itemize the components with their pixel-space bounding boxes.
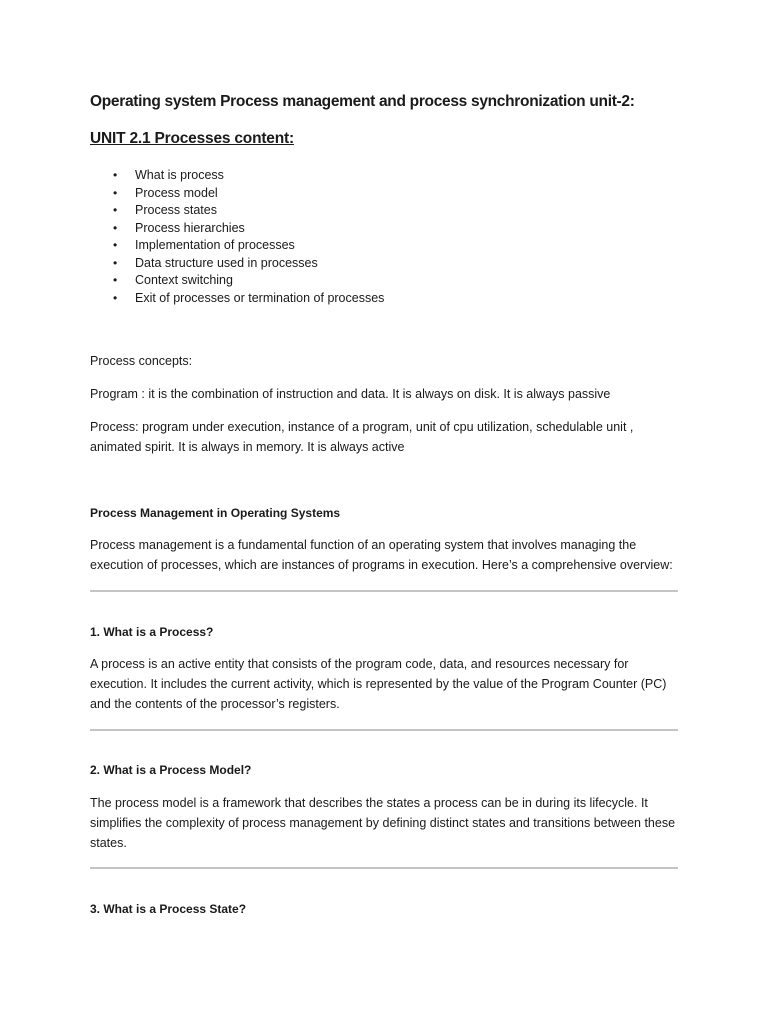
list-item-text: Process hierarchies [135,220,245,235]
process-management-intro: Process management is a fundamental function of an operating system that involves managing the execution of processes, which are instances of programs in execution. Here’s a comprehensive overview: [90,538,673,572]
list-item [90,202,384,220]
section-heading: 3. What is a Process State? [90,902,247,916]
bullet-icon: • [113,238,118,252]
document-title: Operating system Process management and process synchronization unit-2: [90,93,635,110]
bullet-icon: • [113,185,118,200]
section-divider [90,729,678,731]
bullet-icon: • [113,168,118,182]
section-heading: 1. What is a Process? [90,625,214,639]
bullet-icon: • [113,290,118,305]
list-item-text: What is process [135,168,224,182]
section-divider [90,867,678,869]
list-item [90,272,384,290]
process-definition: Process: program under execution, instance of a program, unit of cpu utilization, schedulable unit , animated spirit. It is always in memory. It is always active [90,420,634,454]
list-item [90,167,384,185]
process-concepts-label: Process concepts: [90,354,193,368]
section-divider [90,590,678,592]
section-body: The process model is a framework that describes the states a process can be in during its lifecycle. It simplifies the complexity of process management by defining distinct states and transitions between these states. [90,796,676,850]
list-item-text: Context switching [135,273,233,287]
list-item-text: Process states [135,203,217,217]
bullet-icon: • [113,255,118,270]
list-item [90,255,384,273]
list-item [90,185,384,203]
list-item [90,237,384,255]
list-item [90,220,384,238]
contents-list [90,167,384,307]
bullet-icon: • [113,220,118,235]
section-heading: 2. What is a Process Model? [90,763,252,777]
list-item-text: Exit of processes or termination of processes [135,290,385,305]
section-body: A process is an active entity that consists of the program code, data, and resources necessary for execution. It includes the current activity, which is represented by the value of the Program Counter (PC) and the contents of the processor’s registers. [90,657,667,711]
list-item [90,290,384,308]
list-item-text: Implementation of processes [135,238,295,252]
unit-heading: UNIT 2.1 Processes content: [90,130,294,147]
bullet-icon: • [113,203,118,217]
list-item-text: Process model [135,185,218,200]
program-definition: Program : it is the combination of instruction and data. It is always on disk. It is always passive [90,387,611,401]
process-management-heading: Process Management in Operating Systems [90,506,341,520]
bullet-icon: • [113,273,118,287]
list-item-text: Data structure used in processes [135,255,318,270]
